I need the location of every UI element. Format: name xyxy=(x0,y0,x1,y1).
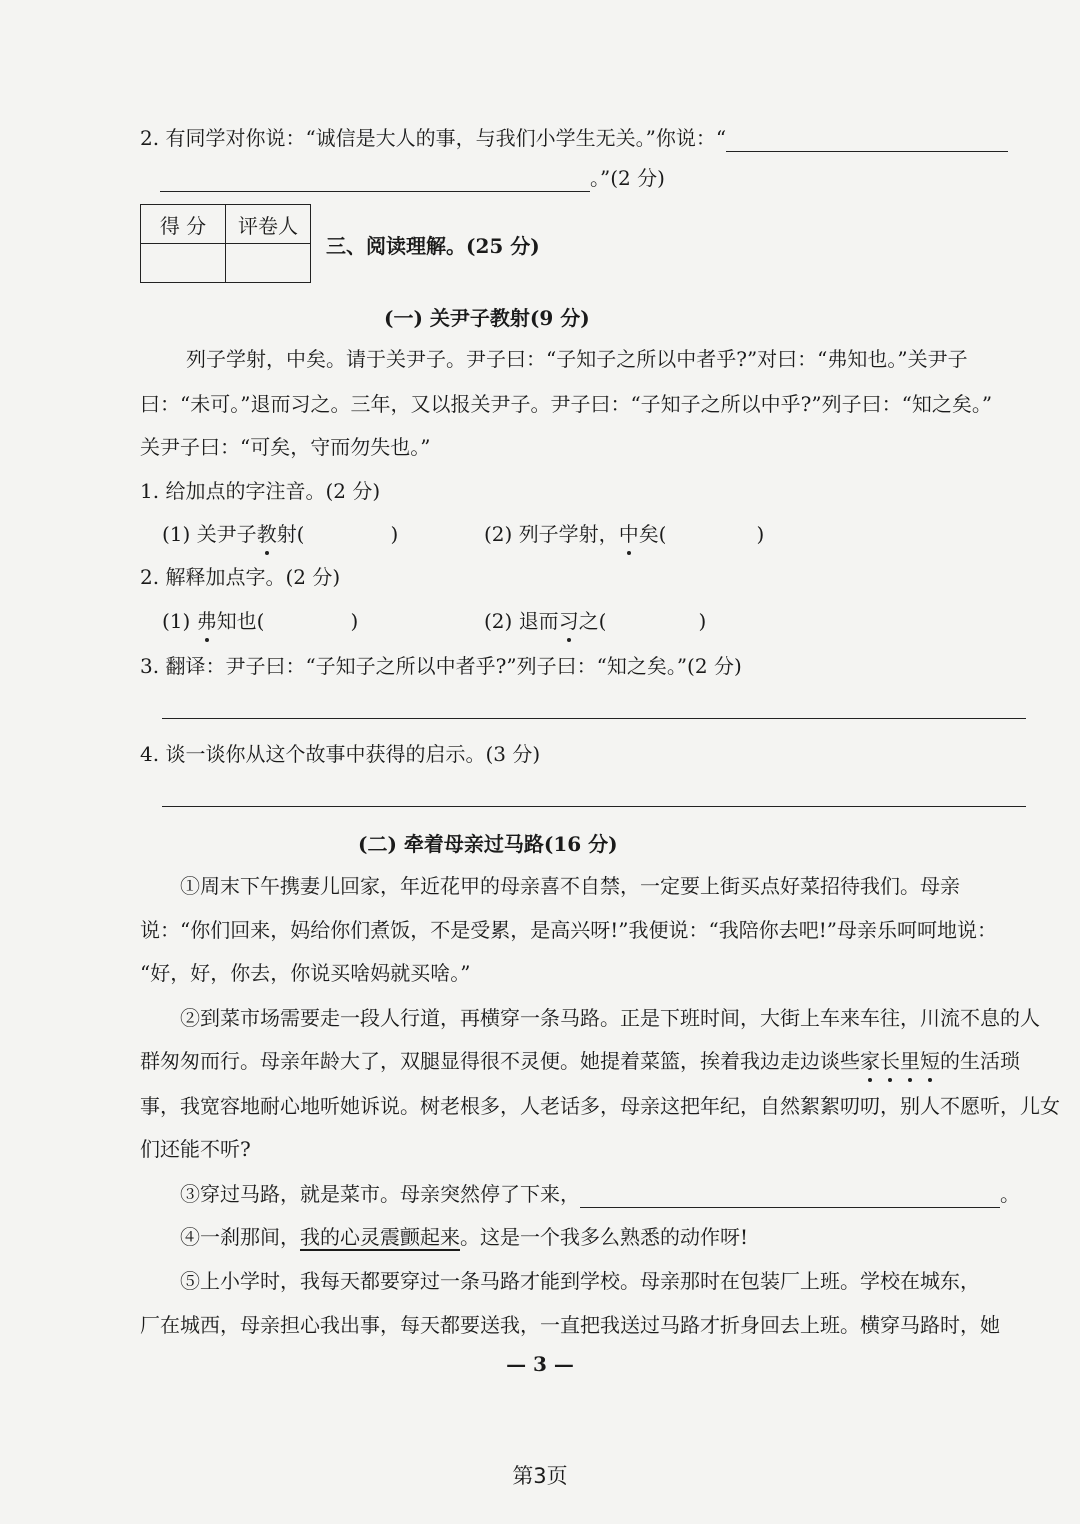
page-number: — 3 — xyxy=(506,1352,574,1376)
passage-2-line: 群匆匆而行。母亲年龄大了，双腿显得很不灵便。她提着菜篮，挨着我边走边谈些家长里短的生活琐 xyxy=(140,1049,1020,1073)
passage-2-para-4: ④一刹那间，我的心灵震颤起来。这是一个我多么熟悉的动作呀! xyxy=(180,1225,749,1249)
question-1: 1. 给加点的字注音。(2 分) xyxy=(140,479,381,503)
question-1b: (2) 列子学射，中矣( ) xyxy=(484,522,765,546)
section-3-title: 三、阅读理解。(25 分) xyxy=(326,234,540,258)
passage-2-line: 说：“你们回来，妈给你们煮饭，不是受累，是高兴呀!”我便说：“我陪你去吧!”母亲乐呵呵地说： xyxy=(140,918,997,942)
score-header: 得 分 xyxy=(141,205,226,244)
score-cell[interactable] xyxy=(141,244,226,283)
answer-line[interactable] xyxy=(162,718,1026,719)
passage-1-line: 曰：“未可。”退而习之。三年，又以报关尹子。尹子曰：“子知子之所以中乎?”列子曰：“知之矣。” xyxy=(140,392,993,416)
grader-header: 评卷人 xyxy=(226,205,311,244)
answer-blank[interactable] xyxy=(160,191,590,192)
question-2: 2. 解释加点字。(2 分) xyxy=(140,565,341,589)
question-2a: (1) 弗知也( ) xyxy=(162,609,359,633)
underlined-sentence: 我的心灵震颤起来 xyxy=(300,1225,460,1249)
passage-2-title: (二) 牵着母亲过马路(16 分) xyxy=(358,832,618,856)
passage-2-line: ①周末下午携妻儿回家，年近花甲的母亲喜不自禁，一定要上街买点好菜招待我们。母亲 xyxy=(180,874,960,898)
passage-2-line: 们还能不听? xyxy=(140,1137,251,1161)
question-2b: (2) 退而习之( ) xyxy=(484,609,707,633)
passage-1-line: 关尹子曰：“可矣，守而勿失也。” xyxy=(140,435,431,459)
question-3: 3. 翻译：尹子曰：“子知子之所以中者乎?”列子曰：“知之矣。”(2 分) xyxy=(140,654,742,678)
passage-2-line: ⑤上小学时，我每天都要穿过一条马路才能到学校。母亲那时在包装厂上班。学校在城东， xyxy=(180,1269,980,1293)
fill-in-blank[interactable] xyxy=(580,1207,1000,1208)
passage-1-title: (一) 关尹子教射(9 分) xyxy=(384,306,590,330)
passage-2-line: “好，好，你去，你说买啥妈就买啥。” xyxy=(140,961,471,985)
passage-2-line: ②到菜市场需要走一段人行道，再横穿一条马路。正是下班时间，大街上车来车往，川流不息的人 xyxy=(180,1006,1040,1030)
question-4: 4. 谈一谈你从这个故事中获得的启示。(3 分) xyxy=(140,742,541,766)
part2-question-2-cont: 。”(2 分) xyxy=(160,164,665,192)
answer-blank[interactable] xyxy=(726,151,1008,152)
answer-line[interactable] xyxy=(162,806,1026,807)
page-footer: 第3页 xyxy=(512,1464,568,1488)
grader-cell[interactable] xyxy=(226,244,311,283)
score-table xyxy=(140,204,311,283)
passage-2-para-3: ③穿过马路，就是菜市。母亲突然停了下来， 。 xyxy=(180,1182,1020,1206)
part2-question-2: 2. 有同学对你说：“诚信是大人的事，与我们小学生无关。”你说：“ xyxy=(140,124,1008,152)
passage-2-line: 厂在城西，母亲担心我出事，每天都要送我，一直把我送过马路才折身回去上班。横穿马路时，她 xyxy=(140,1313,1000,1337)
question-1a: (1) 关尹子教射( ) xyxy=(162,522,399,546)
passage-2-line: 事，我宽容地耐心地听她诉说。树老根多，人老话多，母亲这把年纪，自然絮絮叨叨，别人不愿听，儿女 xyxy=(140,1094,1060,1118)
passage-1-line: 列子学射，中矣。请于关尹子。尹子曰：“子知子之所以中者乎?”对曰：“弗知也。”关尹子 xyxy=(186,347,968,371)
